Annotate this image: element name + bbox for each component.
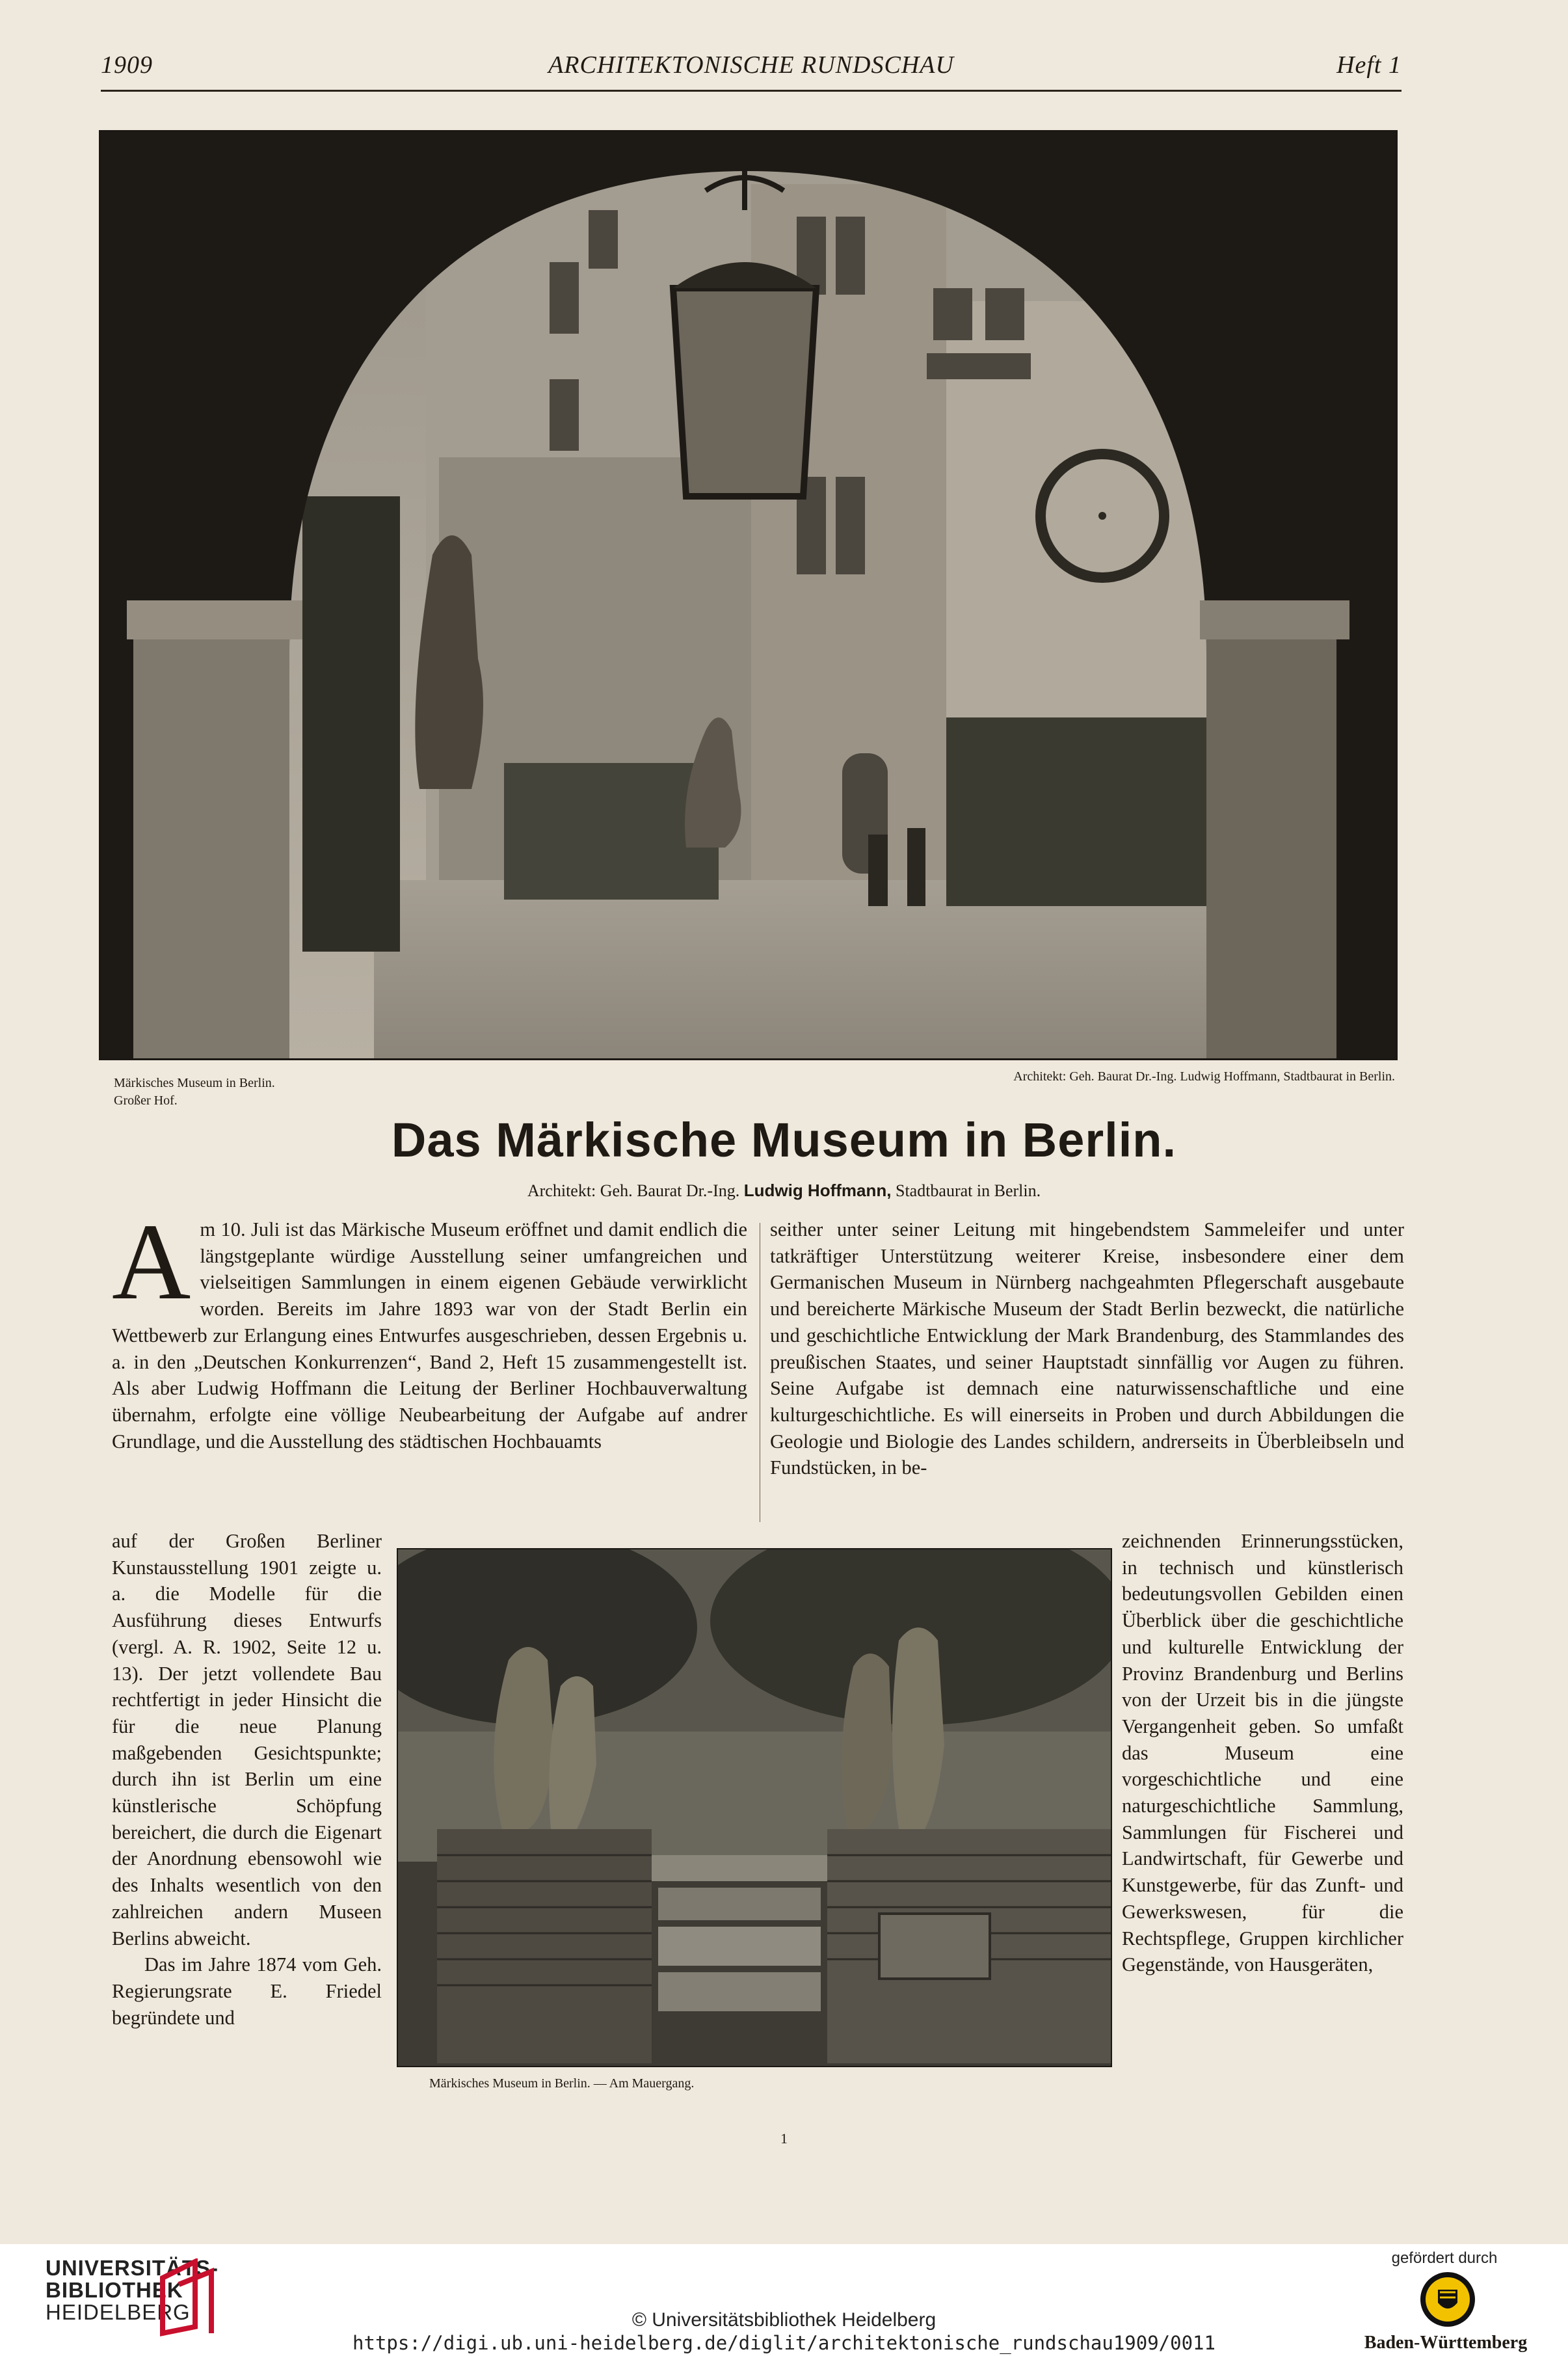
paragraph-right-bottom: zeichnenden Erinnerungsstücken, in technisch und künstlerisch bedeutungsvollen Gebilden einen Überblick über die geschichtliche und kulturelle Entwicklung der Provinz Brandenburg und Berlins von der Urzeit bis in die jüngste Vergangenheit geben. So umfaßt das Museum eine vorgeschichtliche und eine naturgeschichtliche Sammlung, Sammlungen für Fischerei und Landwirtschaft, für Gewerbe und Kunstgewerbe, für das Zunft- und Gewerkswesen, für die Rechtspflege, Gruppen kirchlicher Gegenstände, von Hausgeräten, xyxy=(1122,1530,1403,1976)
baden-wuerttemberg-emblem-icon xyxy=(1418,2270,1477,2332)
top-caption-line1: Märkisches Museum in Berlin. xyxy=(114,1076,275,1090)
header-issue: Heft 1 xyxy=(1336,51,1402,79)
running-header xyxy=(101,51,1402,90)
article-title: Das Märkische Museum in Berlin. xyxy=(391,1113,1177,1167)
header-journal-title: ARCHITEKTONISCHE RUNDSCHAU xyxy=(548,51,954,79)
source-url[interactable]: https://digi.ub.uni-heidelberg.de/diglit/architektonische_rundschau1909/0011 xyxy=(352,2332,1216,2354)
byline-name: Ludwig Hoffmann, xyxy=(743,1181,892,1200)
header-rule xyxy=(101,90,1402,92)
library-line2: BIBLIOTHEK xyxy=(46,2278,183,2302)
garden-photo-caption: Märkisches Museum in Berlin. — Am Mauergang. xyxy=(429,2076,695,2091)
funder-name: Baden-Württemberg xyxy=(1364,2333,1528,2353)
courtyard-photo xyxy=(99,130,1398,1060)
paragraph-left-bottom-2: Das im Jahre 1874 vom Geh. Regierungsrate E. Friedel begründete und xyxy=(112,1953,382,2029)
paragraph-right-top: seither unter seiner Leitung mit hingebendstem Sammeleifer und unter tatkräftiger Unterstützung weiterer Kreise, insbesondere einer dem Germanischen Museum in Nürnberg nachgeahmten Pflegerschaft ausgebaute und bereicherte Märkische Museum der Stadt Berlin bezweckt, die natürliche und geschichtliche Entwicklung der Mark Brandenburg, des Stammlandes des preußischen Staates, und seiner Hauptstadt sinnfällig vor Augen zu führen. Seine Aufgabe ist demnach eine naturwissenschaftliche und eine kulturgeschichtliche. Es will einerseits in Proben und durch Abbildungen die Geologie und Biologie des Landes schildern, andrerseits in Überbleibseln und Fundstücken, in be- xyxy=(770,1218,1404,1479)
byline-suffix: Stadtbaurat in Berlin. xyxy=(895,1181,1041,1200)
library-footer xyxy=(0,2244,1568,2356)
paragraph-left-bottom-1: auf der Großen Berliner Kunstausstellung 1901 zeigte u. a. die Modelle für die Ausführung dieses Entwurfs (vergl. A. R. 1902, Seite 12 u. 13). Der jetzt vollendete Bau rechtfertigt in jeder Hinsicht die für die neue Planung maßgebenden Gesichtspunkte; durch ihn ist Berlin um eine künstlerische Schöpfung bereichert, die durch die Eigenart der Anordnung ebensowohl wie des Inhalts wesentlich von den zahlreichen andern Museen Berlins abweicht. xyxy=(112,1530,382,1949)
dropcap: A xyxy=(112,1216,191,1322)
paragraph-left-top: m 10. Juli ist das Märkische Museum eröffnet und damit endlich die längstgeplante würdige Ausstellung seiner umfangreichen und vielseitigen Sammlungen in einem eigenen Gebäude verwirklicht worden. Bereits im Jahre 1893 war von der Stadt Berlin ein Wettbewerb zur Erlangung eines Entwurfes ausgeschrieben, dessen Ergebnis u. a. in den „Deutschen Konkurrenzen“, Band 2, Heft 15 zusammengestellt ist. Als aber Ludwig Hoffmann die Leitung der Berliner Hochbauverwaltung übernahm, erfolgte eine völlige Neubearbeitung der Aufgabe auf andrer Grundlage, und die Ausstellung des städtischen Hochbauamts xyxy=(112,1218,747,1452)
text-column-right-bottom xyxy=(1122,1528,1403,2100)
top-caption-line2: Großer Hof. xyxy=(114,1093,178,1108)
header-year: 1909 xyxy=(101,51,153,79)
garden-photo xyxy=(397,1548,1112,2067)
page-number: 1 xyxy=(780,2130,788,2147)
funded-by-label: gefördert durch xyxy=(1391,2249,1498,2267)
article-byline xyxy=(0,1181,1568,1201)
top-photo-credit: Architekt: Geh. Baurat Dr.-Ing. Ludwig Hoffmann, Stadtbaurat in Berlin. xyxy=(1013,1069,1395,1084)
text-column-right-top xyxy=(770,1216,1404,1542)
text-column-left-bottom xyxy=(112,1528,382,2100)
top-photo-caption xyxy=(114,1075,439,1110)
text-column-left-top xyxy=(112,1216,747,1542)
byline-prefix: Architekt: Geh. Baurat Dr.-Ing. xyxy=(527,1181,740,1200)
copyright-notice: © Universitätsbibliothek Heidelberg xyxy=(631,2309,937,2331)
library-line1: UNIVERSITÄTS- xyxy=(46,2256,219,2280)
library-line3: HEIDELBERG xyxy=(46,2300,191,2324)
